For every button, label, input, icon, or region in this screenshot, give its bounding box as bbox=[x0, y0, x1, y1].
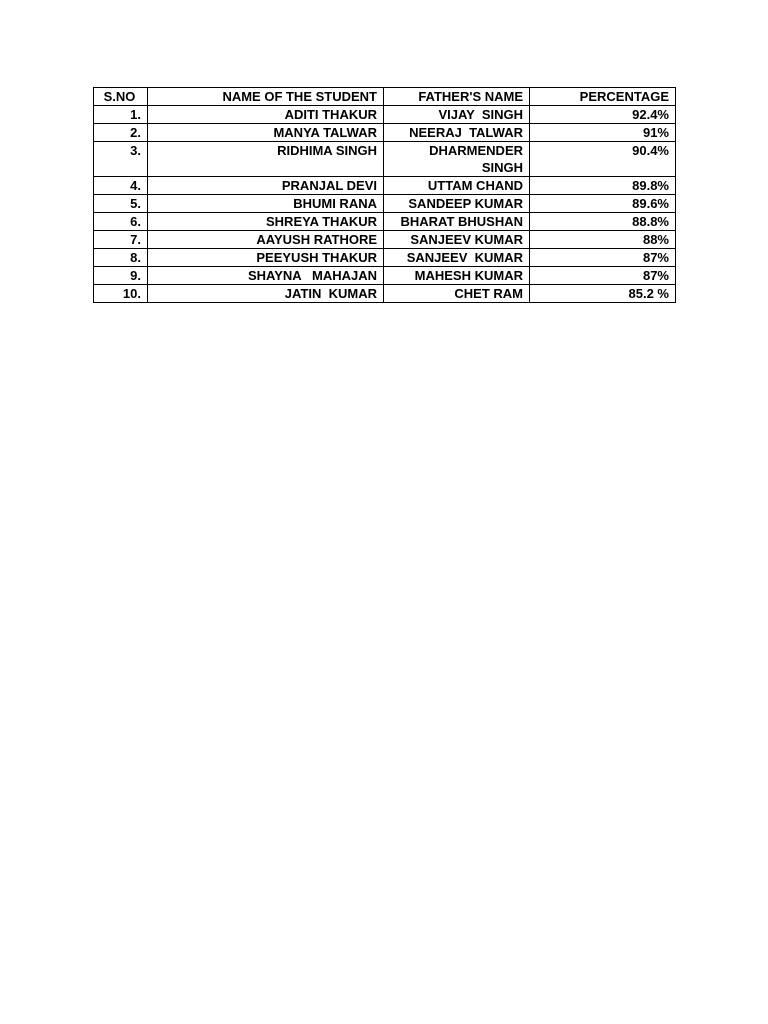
cell-sno: 1. bbox=[94, 106, 148, 124]
cell-percentage: 91% bbox=[530, 124, 676, 142]
cell-sno: 8. bbox=[94, 249, 148, 267]
cell-percentage: 85.2 % bbox=[530, 285, 676, 303]
table-row bbox=[94, 267, 676, 285]
cell-percentage: 88.8% bbox=[530, 213, 676, 231]
table-row bbox=[94, 124, 676, 142]
cell-student-name: PRANJAL DEVI bbox=[148, 177, 384, 195]
header-sno: S.NO bbox=[94, 88, 148, 106]
table-row bbox=[94, 106, 676, 124]
table-row bbox=[94, 213, 676, 231]
cell-student-name: RIDHIMA SINGH bbox=[148, 142, 384, 177]
header-student-name: NAME OF THE STUDENT bbox=[148, 88, 384, 106]
cell-sno: 5. bbox=[94, 195, 148, 213]
table-row bbox=[94, 142, 676, 177]
document-page bbox=[93, 87, 676, 303]
cell-father-name: MAHESH KUMAR bbox=[384, 267, 530, 285]
cell-student-name: SHREYA THAKUR bbox=[148, 213, 384, 231]
cell-father-name: SANJEEV KUMAR bbox=[384, 231, 530, 249]
cell-student-name: AAYUSH RATHORE bbox=[148, 231, 384, 249]
cell-father-name: BHARAT BHUSHAN bbox=[384, 213, 530, 231]
cell-father-name: VIJAY SINGH bbox=[384, 106, 530, 124]
cell-sno: 4. bbox=[94, 177, 148, 195]
table-row bbox=[94, 177, 676, 195]
cell-percentage: 87% bbox=[530, 249, 676, 267]
cell-student-name: SHAYNA MAHAJAN bbox=[148, 267, 384, 285]
cell-student-name: PEEYUSH THAKUR bbox=[148, 249, 384, 267]
cell-percentage: 87% bbox=[530, 267, 676, 285]
table-row bbox=[94, 231, 676, 249]
cell-percentage: 90.4% bbox=[530, 142, 676, 177]
cell-student-name: BHUMI RANA bbox=[148, 195, 384, 213]
cell-father-name: SANDEEP KUMAR bbox=[384, 195, 530, 213]
cell-student-name: MANYA TALWAR bbox=[148, 124, 384, 142]
header-father-name: FATHER'S NAME bbox=[384, 88, 530, 106]
cell-sno: 3. bbox=[94, 142, 148, 177]
cell-percentage: 88% bbox=[530, 231, 676, 249]
cell-father-name: UTTAM CHAND bbox=[384, 177, 530, 195]
table-row bbox=[94, 285, 676, 303]
cell-sno: 9. bbox=[94, 267, 148, 285]
cell-student-name: JATIN KUMAR bbox=[148, 285, 384, 303]
cell-student-name: ADITI THAKUR bbox=[148, 106, 384, 124]
header-percentage: PERCENTAGE bbox=[530, 88, 676, 106]
table-row bbox=[94, 195, 676, 213]
cell-sno: 7. bbox=[94, 231, 148, 249]
cell-father-name: NEERAJ TALWAR bbox=[384, 124, 530, 142]
student-results-table bbox=[93, 87, 676, 303]
cell-sno: 2. bbox=[94, 124, 148, 142]
cell-sno: 10. bbox=[94, 285, 148, 303]
cell-father-name: DHARMENDER SINGH bbox=[384, 142, 530, 177]
table-header-row bbox=[94, 88, 676, 106]
cell-percentage: 89.6% bbox=[530, 195, 676, 213]
cell-father-name: SANJEEV KUMAR bbox=[384, 249, 530, 267]
cell-sno: 6. bbox=[94, 213, 148, 231]
cell-percentage: 92.4% bbox=[530, 106, 676, 124]
cell-father-name: CHET RAM bbox=[384, 285, 530, 303]
table-row bbox=[94, 249, 676, 267]
cell-percentage: 89.8% bbox=[530, 177, 676, 195]
